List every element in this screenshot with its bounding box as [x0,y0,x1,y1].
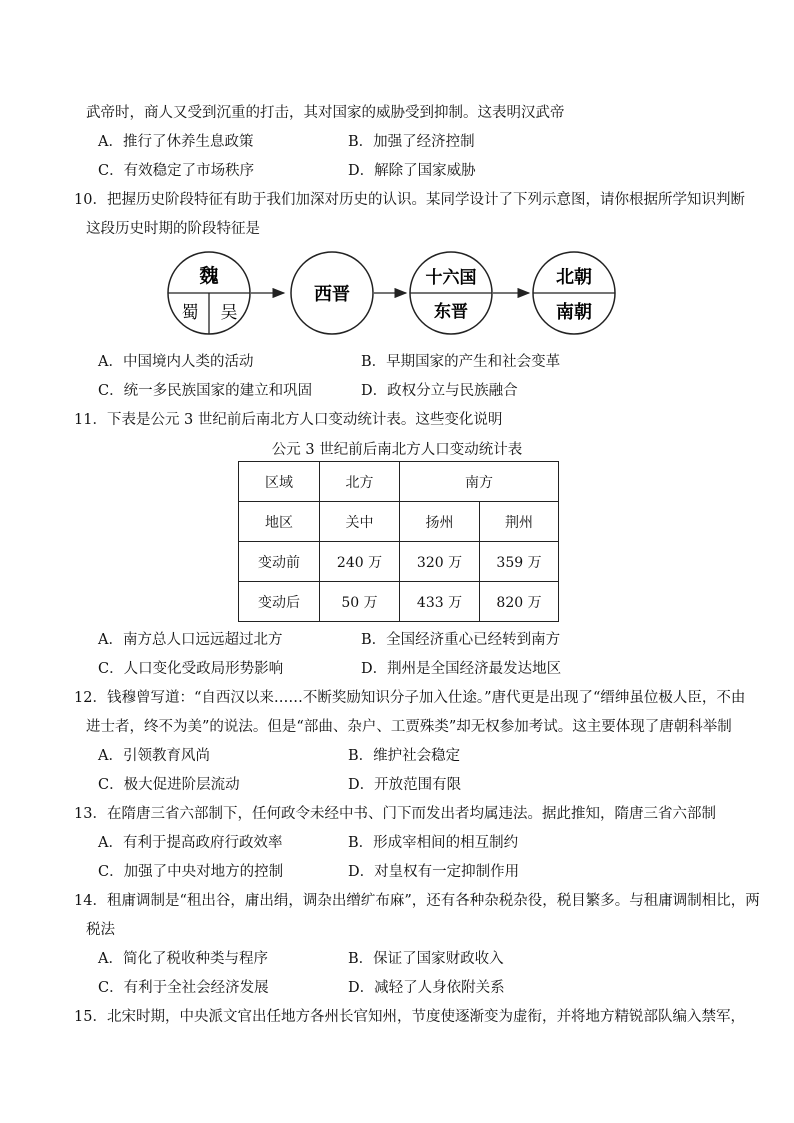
q13-stem: 13．在隋唐三省六部制下，任何政令未经中书、门下而发出者均属违法。据此推知，隋唐三省六部制 [74,806,716,822]
q12-stem-line1: 12．钱穆曾写道：“自西汉以来……不断奖励知识分子加入仕途。”唐代更是出现了“缙绅虽位极人臣，不由 [74,690,746,706]
table-row [239,502,559,542]
q11-option-b[interactable]: B．全国经济重心已经转到南方 [361,632,561,648]
q14-option-c[interactable]: C．有利于全社会经济发展 [98,980,269,996]
q10-option-a[interactable]: A．中国境内人类的活动 [98,354,254,370]
table-cell: 变动前 [239,542,320,582]
q9-option-b[interactable]: B．加强了经济控制 [348,134,475,150]
table-row [239,462,559,502]
q13-option-c[interactable]: C．加强了中央对地方的控制 [98,864,284,880]
q10-option-d[interactable]: D．政权分立与民族融合 [361,383,518,399]
label-sixteen-kingdoms: 十六国 [425,268,477,288]
q10-stem-line2: 这段历史时期的阶段特征是 [86,221,260,237]
q9-option-c[interactable]: C．有效稳定了市场秩序 [98,163,255,179]
q9-option-a[interactable]: A．推行了休养生息政策 [98,134,254,150]
population-table [238,461,559,622]
table-row [239,582,559,622]
label-wu: 吴 [220,303,238,323]
table-cell: 北方 [320,462,400,502]
label-northern-dynasties: 北朝 [556,267,592,288]
label-western-jin: 西晋 [314,284,350,305]
table-cell: 50 万 [320,582,400,622]
q14-option-d[interactable]: D．减轻了人身依附关系 [348,980,505,996]
q10-option-c[interactable]: C．统一多民族国家的建立和巩固 [98,383,313,399]
q14-option-a[interactable]: A．简化了税收种类与程序 [98,951,268,967]
q11-option-c[interactable]: C．人口变化受政局形势影响 [98,661,284,677]
q10-option-b[interactable]: B．早期国家的产生和社会变革 [361,354,561,370]
label-wei: 魏 [199,265,219,287]
q14-stem-line2: 税法 [86,922,115,938]
q11-stem: 11．下表是公元 3 世纪前后南北方人口变动统计表。这些变化说明 [74,412,503,428]
table-caption: 公元 3 世纪前后南北方人口变动统计表 [271,442,523,458]
table-cell: 240 万 [320,542,400,582]
q14-stem-line1: 14．租庸调制是“租出谷，庸出绢，调杂出缯纩布麻”，还有各种杂税杂役，税目繁多。与租庸调制相比，两 [74,893,760,909]
table-cell: 地区 [239,502,320,542]
label-southern-dynasties: 南朝 [556,302,592,323]
q12-option-b[interactable]: B．维护社会稳定 [348,748,461,764]
circle-three-kingdoms [168,252,250,334]
table-cell: 南方 [400,462,559,502]
q12-option-d[interactable]: D．开放范围有限 [348,777,462,793]
q9-option-d[interactable]: D．解除了国家威胁 [348,163,476,179]
dynasty-diagram [160,248,630,340]
q11-option-a[interactable]: A．南方总人口远远超过北方 [98,632,283,648]
table-cell: 320 万 [400,542,480,582]
q12-option-a[interactable]: A．引领教育风尚 [98,748,210,764]
q9-text: 武帝时，商人又受到沉重的打击，其对国家的威胁受到抑制。这表明汉武帝 [86,105,565,121]
table-cell: 扬州 [400,502,480,542]
q11-option-d[interactable]: D．荆州是全国经济最发达地区 [361,661,562,677]
label-shu: 蜀 [181,303,199,323]
table-cell: 变动后 [239,582,320,622]
q14-option-b[interactable]: B．保证了国家财政收入 [348,951,504,967]
circle-northern-southern [533,252,615,334]
q10-stem-line1: 10．把握历史阶段特征有助于我们加深对历史的认识。某同学设计了下列示意图，请你根据所学知识判断 [74,192,745,208]
q13-option-d[interactable]: D．对皇权有一定抑制作用 [348,864,520,880]
q13-option-a[interactable]: A．有利于提高政府行政效率 [98,835,283,851]
table-cell: 关中 [320,502,400,542]
q15-stem-line1: 15．北宋时期，中央派文官出任地方各州长官知州，节度使逐渐变为虚衔，并将地方精锐部队编入禁军， [74,1009,745,1025]
table-cell: 359 万 [480,542,559,582]
table-cell: 820 万 [480,582,559,622]
table-cell: 433 万 [400,582,480,622]
label-eastern-jin: 东晋 [434,302,468,322]
circle-sixteen-kingdoms [410,252,492,334]
table-cell: 荆州 [480,502,559,542]
q13-option-b[interactable]: B．形成宰相间的相互制约 [348,835,519,851]
q12-option-c[interactable]: C．极大促进阶层流动 [98,777,240,793]
q12-stem-line2: 进士者，终不为美”的说法。但是“部曲、杂户、工贾殊类”却无权参加考试。这主要体现了唐朝科举制 [86,719,732,735]
circle-western-jin [291,252,373,334]
table-cell: 区域 [239,462,320,502]
table-row [239,542,559,582]
